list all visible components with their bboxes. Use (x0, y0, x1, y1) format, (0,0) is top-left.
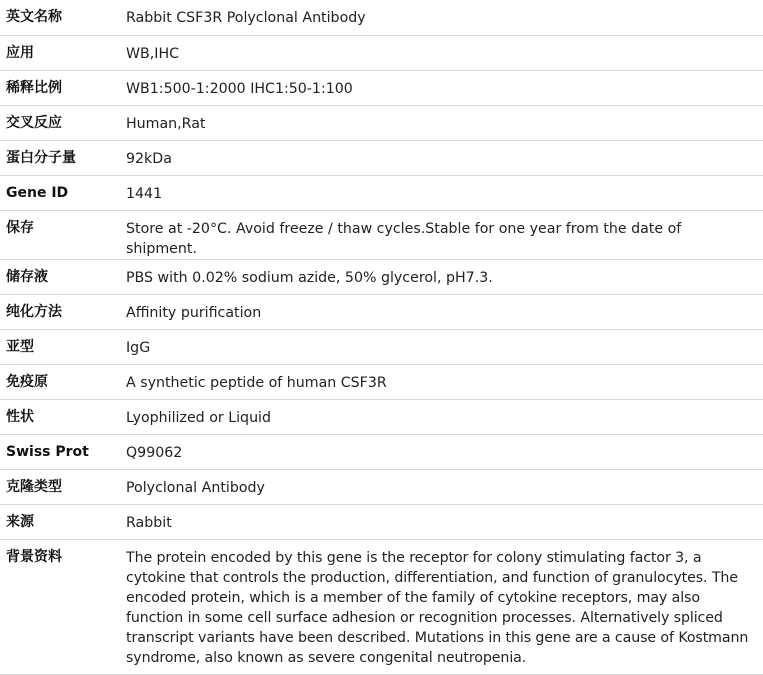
spec-value: PBS with 0.02% sodium azide, 50% glycerol, pH7.3. (126, 259, 763, 294)
spec-row-background (0, 539, 763, 674)
spec-row-gene-id (0, 175, 763, 210)
spec-label: 性状 (0, 399, 126, 434)
spec-row-isotype (0, 329, 763, 364)
spec-row-form (0, 399, 763, 434)
spec-label: 应用 (0, 35, 126, 70)
spec-label: 免疫原 (0, 364, 126, 399)
spec-label: 英文名称 (0, 0, 126, 35)
spec-row-molecular-weight (0, 140, 763, 175)
spec-row-clonality (0, 469, 763, 504)
spec-row-host (0, 504, 763, 539)
spec-label: 储存液 (0, 259, 126, 294)
spec-row-english-name (0, 0, 763, 35)
spec-value: Rabbit CSF3R Polyclonal Antibody (126, 0, 763, 35)
spec-row-application (0, 35, 763, 70)
spec-value: Store at -20°C. Avoid freeze / thaw cycles.Stable for one year from the date of shipment. (126, 210, 763, 259)
spec-row-dilution (0, 70, 763, 105)
spec-value: 92kDa (126, 140, 763, 175)
spec-label: Swiss Prot (0, 434, 126, 469)
spec-row-buffer (0, 259, 763, 294)
spec-value: WB,IHC (126, 35, 763, 70)
spec-value: The protein encoded by this gene is the receptor for colony stimulating factor 3, a cytokine that controls the production, differentiation, and function of granulocytes. The encoded protein, which is a member of the family of cytokine receptors, may also function in some cell surface adhesion or recognition processes. Alternatively spliced transcript variants have been described. Mutations in this gene are a cause of Kostmann syndrome, also known as severe congenital neutropenia. (126, 539, 763, 674)
spec-row-storage (0, 210, 763, 259)
spec-value: WB1:500-1:2000 IHC1:50-1:100 (126, 70, 763, 105)
spec-label: Gene ID (0, 175, 126, 210)
spec-label: 蛋白分子量 (0, 140, 126, 175)
spec-value: Human,Rat (126, 105, 763, 140)
spec-label: 保存 (0, 210, 126, 259)
spec-label: 交叉反应 (0, 105, 126, 140)
spec-value: Polyclonal Antibody (126, 469, 763, 504)
spec-label: 纯化方法 (0, 294, 126, 329)
spec-value: A synthetic peptide of human CSF3R (126, 364, 763, 399)
spec-value: Q99062 (126, 434, 763, 469)
spec-row-swiss-prot (0, 434, 763, 469)
spec-label: 亚型 (0, 329, 126, 364)
spec-label: 克隆类型 (0, 469, 126, 504)
spec-label: 稀释比例 (0, 70, 126, 105)
spec-value: Lyophilized or Liquid (126, 399, 763, 434)
spec-label: 背景资料 (0, 539, 126, 674)
spec-value: IgG (126, 329, 763, 364)
spec-row-reactivity (0, 105, 763, 140)
spec-row-immunogen (0, 364, 763, 399)
spec-label: 来源 (0, 504, 126, 539)
spec-value: 1441 (126, 175, 763, 210)
spec-value: Rabbit (126, 504, 763, 539)
spec-row-purification (0, 294, 763, 329)
spec-value: Affinity purification (126, 294, 763, 329)
